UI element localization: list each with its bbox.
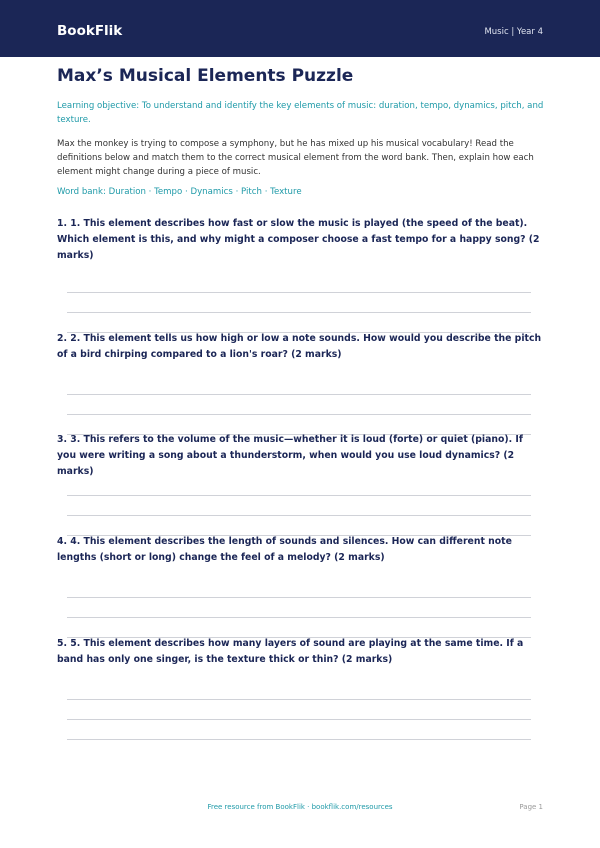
answer-line[interactable]	[67, 414, 531, 415]
answer-line[interactable]	[67, 739, 531, 740]
answer-line[interactable]	[67, 394, 531, 395]
answer-line[interactable]	[67, 292, 531, 293]
intro-text: Max the monkey is trying to compose a symphony, but he has mixed up his musical vocabulary! Read the definitions below and match them to the correct musical element from the word bank. Then, explain how each element might change during a piece of music.	[57, 139, 534, 177]
learning-objective: Learning objective: To understand and identify the key elements of music: duration, tempo, dynamics, pitch, and texture.	[57, 101, 544, 125]
header-bar	[0, 0, 600, 57]
answer-line[interactable]	[67, 719, 531, 720]
page-title: Max’s Musical Elements Puzzle	[57, 66, 354, 86]
answer-line[interactable]	[67, 515, 531, 516]
question-2	[57, 331, 545, 363]
question-text: 1. 1. This element describes how fast or slow the music is played (the speed of the beat). Which element is this, and why might a composer choose a fast tempo for a happy song? (2 marks)	[57, 218, 540, 261]
question-text: 2. 2. This element tells us how high or low a note sounds. How would you describe the pitch of a bird chirping compared to a lion's roar? (2 marks)	[57, 333, 542, 360]
word-bank: Word bank: Duration · Tempo · Dynamics · Pitch · Texture	[57, 187, 302, 197]
question-text: 5. 5. This element describes how many layers of sound are playing at the same time. If a band has only one singer, is the texture thick or thin? (2 marks)	[57, 638, 524, 665]
subject-year-label: Music | Year 4	[484, 27, 543, 37]
answer-line[interactable]	[67, 699, 531, 700]
answer-line[interactable]	[67, 495, 531, 496]
answer-line[interactable]	[67, 597, 531, 598]
answer-line[interactable]	[67, 617, 531, 618]
brand-logo[interactable]: BookFlik	[57, 23, 123, 39]
question-1	[57, 216, 545, 264]
question-3	[57, 432, 545, 480]
question-5	[57, 636, 545, 668]
page-number: Page 1	[519, 803, 543, 811]
question-text: 3. 3. This refers to the volume of the music—whether it is loud (forte) or quiet (piano). If you were writing a song about a thunderstorm, when would you use loud dynamics? (2 marks)	[57, 434, 523, 477]
question-4	[57, 534, 545, 566]
answer-line[interactable]	[67, 312, 531, 313]
footer-link[interactable]: Free resource from BookFlik · bookflik.com/resources	[207, 803, 393, 811]
question-text: 4. 4. This element describes the length of sounds and silences. How can different note lengths (short or long) change the feel of a melody? (2 marks)	[57, 536, 512, 563]
